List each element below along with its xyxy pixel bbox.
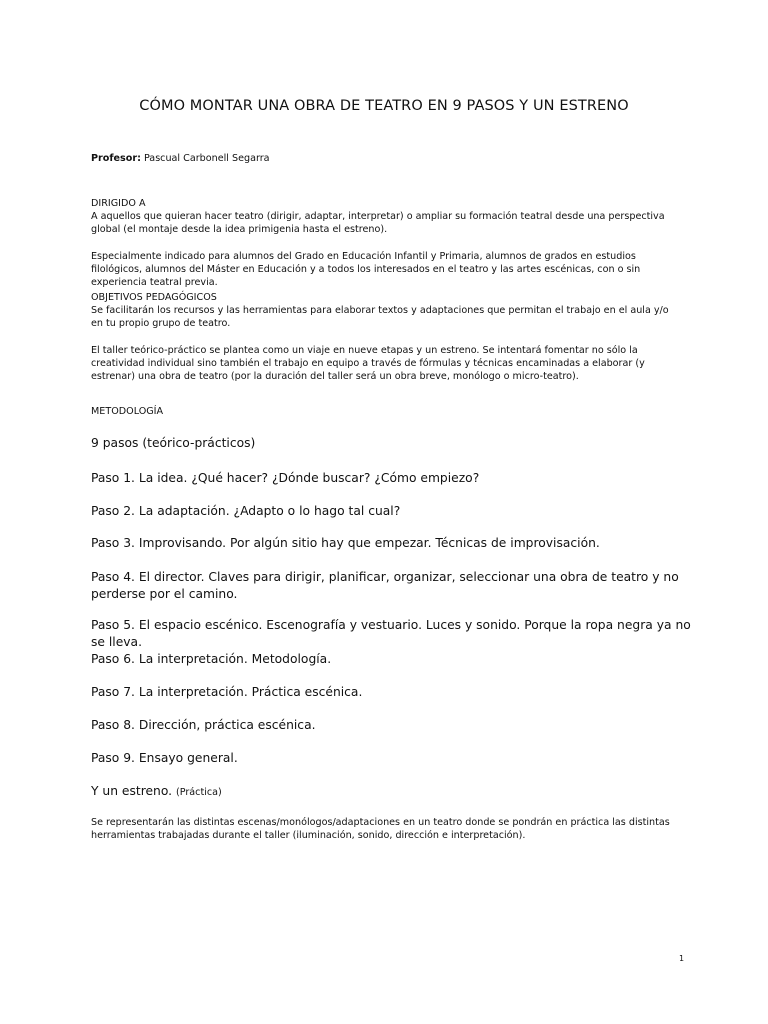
- document-title: CÓMO MONTAR UNA OBRA DE TEATRO EN 9 PASOS Y UN ESTRENO: [139, 98, 629, 114]
- step-label: Paso 8.: [91, 718, 135, 732]
- step-label: Paso 2.: [91, 504, 135, 518]
- step-label: Paso 5.: [91, 618, 135, 632]
- section-heading-dirigido: DIRIGIDO A: [91, 198, 146, 209]
- estreno-suffix: .: [168, 784, 176, 798]
- step-label: Paso 6.: [91, 652, 135, 666]
- professor-line: [91, 152, 681, 165]
- step-label: Paso 9.: [91, 751, 135, 765]
- step-text: La interpretación. Práctica escénica.: [134, 685, 363, 699]
- step-5: [91, 617, 691, 651]
- step-text: La adaptación. ¿Adapto o lo hago tal cual?: [134, 504, 401, 518]
- estreno-paragraph: Se representarán las distintas escenas/monólogos/adaptaciones en un teatro donde se pondrán en práctica las distintas herramientas trabajadas durante el taller (iluminación, sonido, dirección e interpretación).: [91, 817, 670, 841]
- step-8: [91, 717, 691, 734]
- step-label: Paso 4.: [91, 570, 135, 584]
- section-heading-metodologia: METODOLOGÍA: [91, 406, 164, 417]
- step-1: [91, 470, 691, 487]
- step-text: Improvisando. Por algún sitio hay que empezar. Técnicas de improvisación.: [134, 536, 600, 550]
- professor-label: Profesor:: [91, 153, 141, 164]
- metodologia-subheading: 9 pasos (teórico-prácticos): [91, 436, 256, 450]
- professor-name: Pascual Carbonell Segarra: [140, 153, 270, 164]
- step-2: [91, 503, 691, 520]
- step-7: [91, 684, 691, 701]
- objetivos-paragraph-2: El taller teórico-práctico se plantea como un viaje en nueve etapas y un estreno. Se intentará fomentar no sólo la creatividad individual sino también el trabajo en equipo a través de fórmulas y técnicas encaminadas a elaborar (y estrenar) una obra de teatro (por la duración del taller será un obra breve, monólogo o micro-teatro).: [91, 345, 645, 382]
- step-label: Paso 3.: [91, 536, 135, 550]
- step-4: [91, 569, 691, 603]
- step-text: El director. Claves para dirigir, planificar, organizar, seleccionar una obra de teatro y no perderse por el camino.: [91, 570, 679, 601]
- objetivos-paragraph-1: Se facilitarán los recursos y las herramientas para elaborar textos y adaptaciones que permitan el trabajo en el aula y/o en tu propio grupo de teatro.: [91, 305, 669, 329]
- step-3: [91, 535, 691, 552]
- step-text: La interpretación. Metodología.: [134, 652, 332, 666]
- dirigido-paragraph-1: A aquellos que quieran hacer teatro (dirigir, adaptar, interpretar) o ampliar su formación teatral desde una perspectiva global (el montaje desde la idea primigenia hasta el estreno).: [91, 211, 665, 235]
- section-dirigido: [91, 197, 681, 289]
- page-number: 1: [679, 954, 685, 963]
- estreno-line: [91, 783, 691, 801]
- step-text: El espacio escénico. Escenografía y vestuario. Luces y sonido. Porque la ropa negra ya no se lleva.: [91, 618, 691, 649]
- estreno-label: Y un estreno: [91, 784, 169, 798]
- step-text: Dirección, práctica escénica.: [134, 718, 316, 732]
- section-objetivos: [91, 291, 681, 383]
- estreno-note: (Práctica): [176, 787, 222, 798]
- step-text: Ensayo general.: [134, 751, 238, 765]
- step-9: [91, 750, 691, 767]
- dirigido-paragraph-2: Especialmente indicado para alumnos del Grado en Educación Infantil y Primaria, alumnos de grados en estudios filológicos, alumnos del Máster en Educación y a todos los interesados en el teatro y las artes escénicas, con o sin experiencia teatral previa.: [91, 251, 641, 288]
- step-text: La idea. ¿Qué hacer? ¿Dónde buscar? ¿Cómo empiezo?: [134, 471, 480, 485]
- step-6: [91, 651, 691, 668]
- step-label: Paso 7.: [91, 685, 135, 699]
- step-label: Paso 1.: [91, 471, 135, 485]
- section-heading-objetivos: OBJETIVOS PEDAGÓGICOS: [91, 292, 217, 303]
